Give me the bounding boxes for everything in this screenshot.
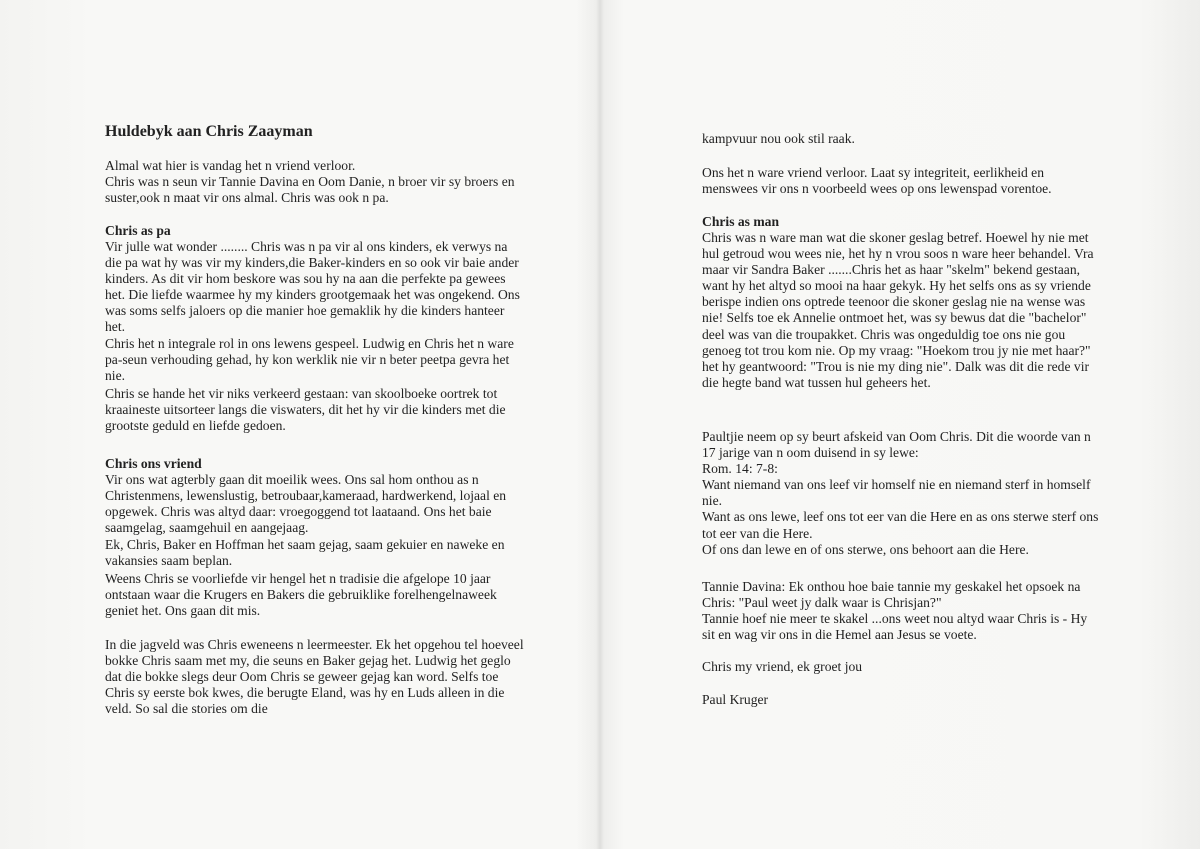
vriend-paragraph-4: In die jagveld was Chris eweneens n leermeester. Ek het opgehou tel hoeveel bokke Chris saam met my, die seuns en Baker gejag het. Ludwig het geglo dat die bokke slegs deur Oom Chris se geweer gejag kan word. Selfs toe Chris sy eerste bok kwes, die berugte Eland, was hy en Luds alleen in die veld. So sal die stories om die (105, 637, 524, 717)
vriend-paragraph-1: Vir ons wat agterbly gaan dit moeilik wees. Ons sal hom onthou as n Christenmens, lewenslustig, betroubaar,kameraad, hardwerkend, lojaal en opgewek. Chris was altyd daar: vroegoggend tot laataand. Ons het baie saamgelag, saamgehuil en aangejaag. (105, 472, 507, 536)
closing-line: Chris my vriend, ek groet jou (702, 659, 863, 674)
tannie-paragraph: Tannie Davina: Ek onthou hoe baie tannie my geskakel het opsoek na Chris: "Paul weet jy dalk waar is Chrisjan?" Tannie hoef nie meer te skakel ...ons weet nou altyd waar Chris is - Hy sit en wag vir ons in die Hemel aan Jesus se voete. (702, 579, 1088, 643)
right-page (600, 0, 1200, 849)
pa-paragraph-3: Chris se hande het vir niks verkeerd gestaan: van skoolboeke oortrek tot kraaineste uitsorteer langs die viswaters, dit het hy vir die kinders met die grootste geduld en liefde gedoen. (105, 386, 506, 434)
vriend-paragraph-3: Weens Chris se voorliefde vir hengel het n tradisie die afgelope 10 jaar ontstaan waar die Krugers en Bakers die gebruiklike forelhengelnaweek geniet het. Ons gaan dit mis. (105, 571, 497, 619)
pa-paragraph-2: Chris het n integrale rol in ons lewens gespeel. Ludwig en Chris het n ware pa-seun verhouding gehad, hy kon werklik nie vir n beter peetpa gevra het nie. (105, 336, 514, 384)
paultjie-paragraph: Paultjie neem op sy beurt afskeid van Oom Chris. Dit die woorde van n 17 jarige van n oom duisend in sy lewe: Rom. 14: 7-8: Want niemand van ons leef vir homself nie en niemand sterf in homself nie. Want as ons lewe, leef ons tot eer van die Here en as ons sterwe sterf ons tot eer van die Here. Of ons dan lewe en of ons sterwe, ons behoort aan die Here. (702, 429, 1099, 557)
intro-paragraph: Almal wat hier is vandag het n vriend verloor. Chris was n seun vir Tannie Davina en Oom Danie, n broer vir sy broers en suster,ook n maat vir ons almal. Chris was ook n pa. (105, 158, 515, 206)
document-title: Huldebyk aan Chris Zaayman (105, 123, 313, 140)
pa-paragraph-1: Vir julle wat wonder ........ Chris was n pa vir al ons kinders, ek verwys na die pa wat hy was vir my kinders,die Baker-kinders en so ook vir baie ander kinders. As dit vir hom beskore was sou hy na aan die perfekte pa gewees het. Die liefde waarmee hy my kinders grootgemaak het was ongekend. Ons was soms selfs jaloers op die manier hoe gemaklik hy die kinders hanteer het. (105, 239, 520, 335)
heading-chris-as-man: Chris as man (702, 214, 780, 229)
continuation-line: kampvuur nou ook stil raak. (702, 131, 855, 146)
vriend-paragraph-2: Ek, Chris, Baker en Hoffman het saam gejag, saam gekuier en naweke en vakansies saam beplan. (105, 537, 505, 569)
signature: Paul Kruger (702, 692, 769, 707)
heading-chris-ons-vriend: Chris ons vriend (105, 456, 202, 471)
heading-chris-as-pa: Chris as pa (105, 223, 171, 238)
man-paragraph: Chris was n ware man wat die skoner geslag betref. Hoewel hy nie met hul getroud wou wees nie, het hy n vrou soos n ware heer behandel. Vra maar vir Sandra Baker .......Chris het as haar "skelm" bekend gestaan, want hy het altyd so mooi na haar gekyk. Hy het selfs ons as sy vriende berispe indien ons optrede teenoor die skoner geslag nie na wense was nie! Selfs toe ek Annelie ontmoet het, was sy bewus dat die "bachelor" deel was van die troupakket. Chris was ongeduldig toe ons nie gou genoeg tot trou kom nie. Op my vraag: "Hoekom trou jy nie met haar?" het hy geantwoord: "Trou is nie my ding nie". Dalk was dit die rede vir die hegte band wat tussen hul geheers het. (702, 230, 1094, 390)
farewell-paragraph: Ons het n ware vriend verloor. Laat sy integriteit, eerlikheid en menswees vir ons n voorbeeld wees op ons lewenspad vorentoe. (702, 165, 1052, 197)
